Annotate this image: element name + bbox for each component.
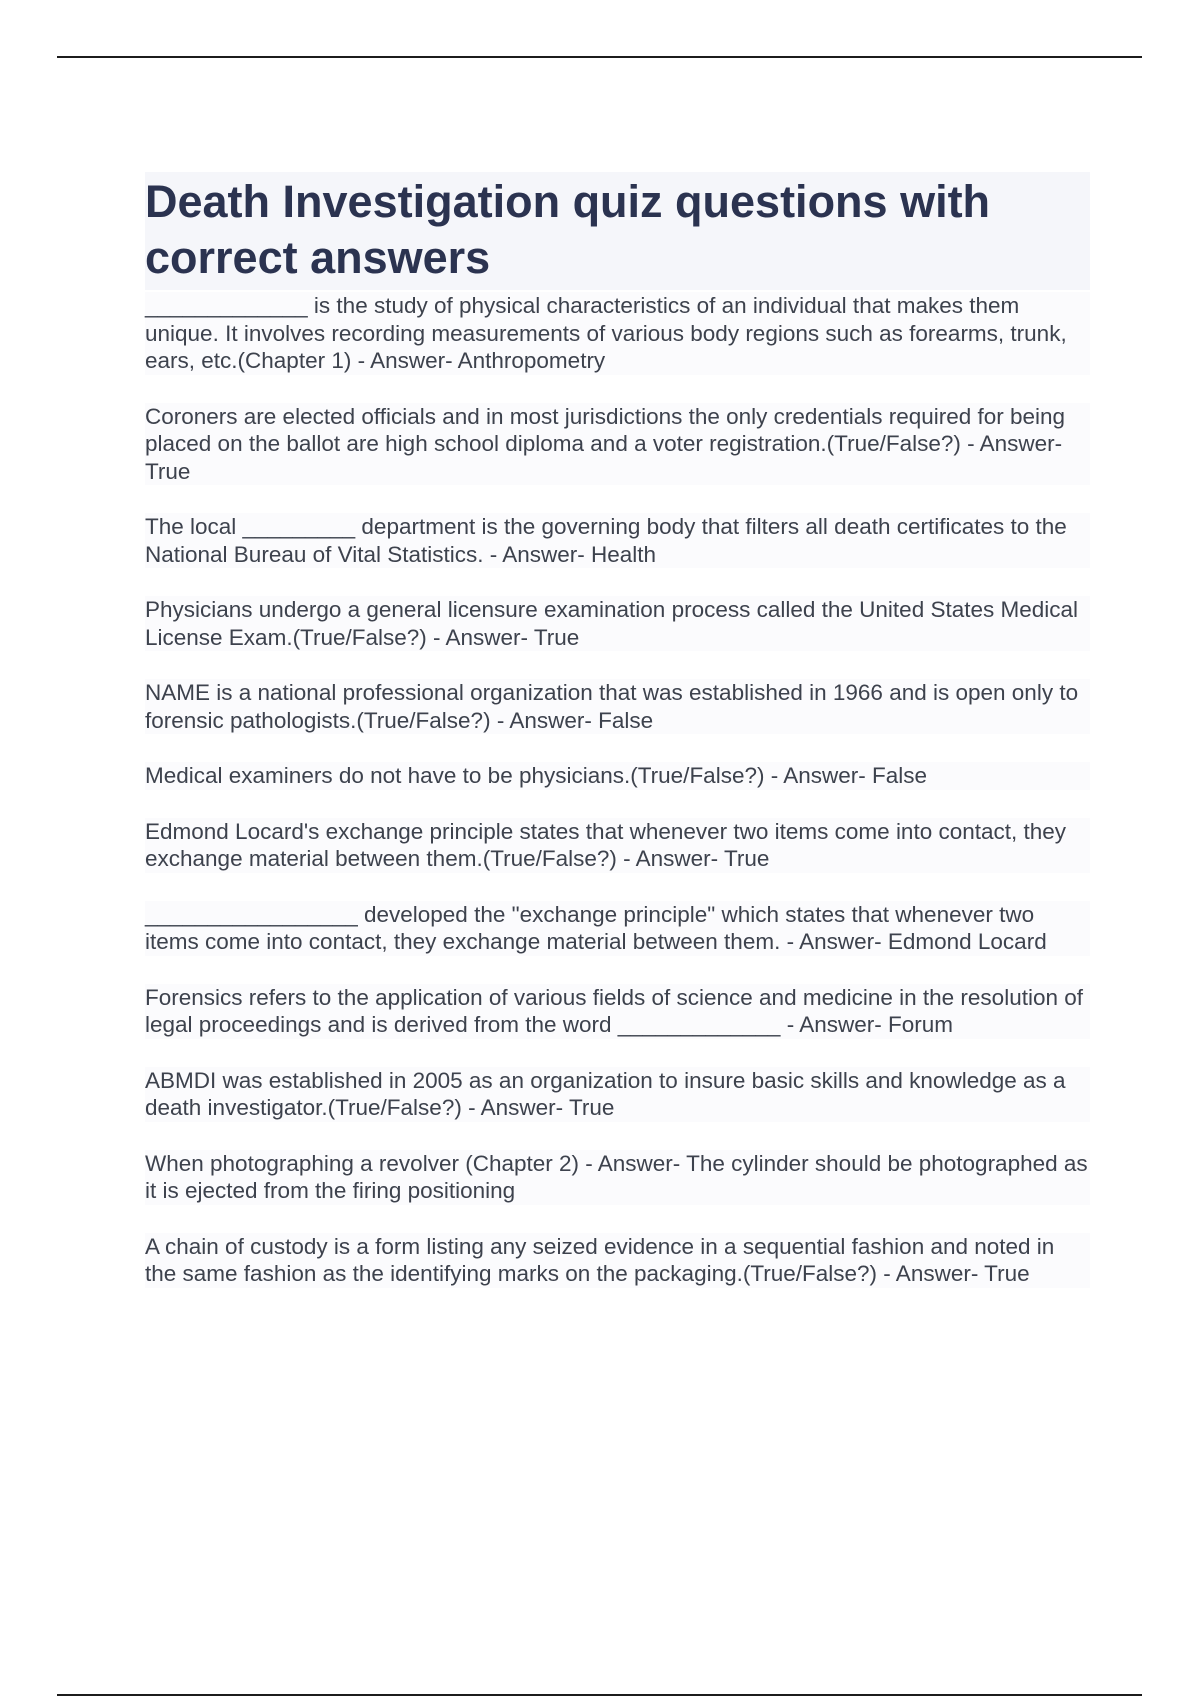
question-item: _________________ developed the "exchange principle" which states that whenever two items come into contact, they exchange material between them. - Answer- Edmond Locard (145, 901, 1090, 956)
question-item: Coroners are elected officials and in most jurisdictions the only credentials required for being placed on the ballot are high school diploma and a voter registration.(True/False?) - Answer- True (145, 403, 1090, 486)
question-item: Medical examiners do not have to be physicians.(True/False?) - Answer- False (145, 762, 1090, 790)
question-item: ABMDI was established in 2005 as an organization to insure basic skills and knowledge as a death investigator.(True/False?) - Answer- True (145, 1067, 1090, 1122)
question-item: A chain of custody is a form listing any seized evidence in a sequential fashion and noted in the same fashion as the identifying marks on the packaging.(True/False?) - Answer- True (145, 1233, 1090, 1288)
bottom-rule (57, 1694, 1142, 1696)
question-item: Forensics refers to the application of various fields of science and medicine in the resolution of legal proceedings and is derived from the word _____________ - Answer- Forum (145, 984, 1090, 1039)
top-rule (57, 56, 1142, 58)
document-body (145, 172, 1090, 1316)
question-item: Edmond Locard's exchange principle states that whenever two items come into contact, they exchange material between them.(True/False?) - Answer- True (145, 818, 1090, 873)
document-title: Death Investigation quiz questions with correct answers (145, 172, 1090, 290)
question-item: NAME is a national professional organization that was established in 1966 and is open only to forensic pathologists.(True/False?) - Answer- False (145, 679, 1090, 734)
question-item: Physicians undergo a general licensure examination process called the United States Medical License Exam.(True/False?) - Answer- True (145, 596, 1090, 651)
question-item: The local _________ department is the governing body that filters all death certificates to the National Bureau of Vital Statistics. - Answer- Health (145, 513, 1090, 568)
question-item: _____________ is the study of physical characteristics of an individual that makes them unique. It involves recording measurements of various body regions such as forearms, trunk, ears, etc.(Chapter 1) - Answer- Anthropometry (145, 292, 1090, 375)
question-item: When photographing a revolver (Chapter 2) - Answer- The cylinder should be photographed as it is ejected from the firing positioning (145, 1150, 1090, 1205)
question-list (145, 292, 1090, 1288)
